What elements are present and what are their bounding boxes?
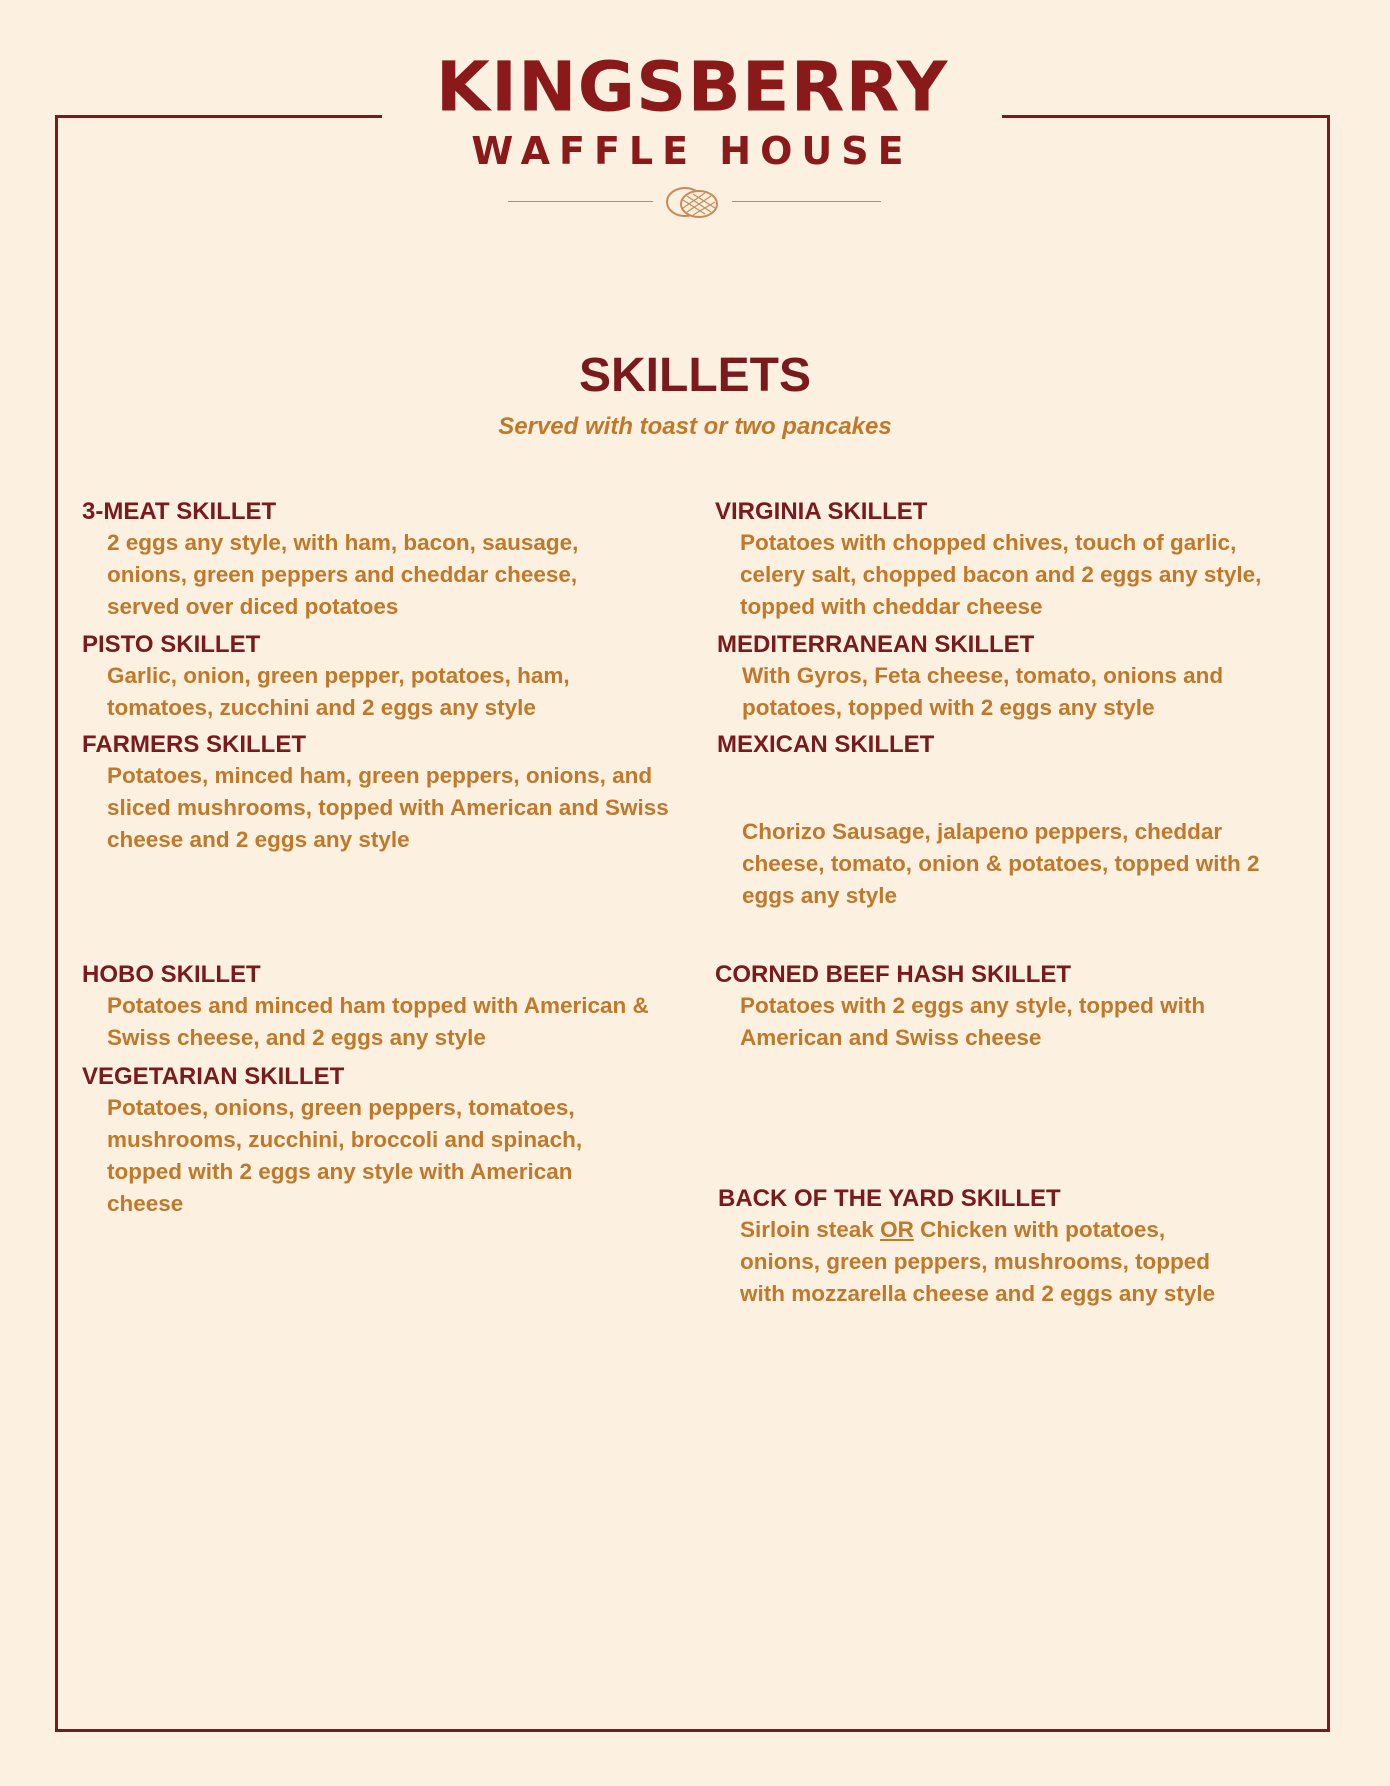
menu-item-3-meat-skillet: [82, 497, 682, 623]
item-name: FARMERS SKILLET: [82, 731, 307, 758]
item-description-part: Sirloin steak: [740, 1217, 881, 1242]
logo-rule-left: [508, 201, 653, 202]
item-name: VEGETARIAN SKILLET: [82, 1063, 345, 1090]
item-description-emphasis: OR: [880, 1217, 914, 1242]
section-title: SKILLETS: [578, 349, 811, 402]
item-description: Garlic, onion, green pepper, potatoes, ham, tomatoes, zucchini and 2 eggs any style: [107, 663, 570, 720]
brand-name: KINGSBERRY: [435, 46, 949, 128]
item-name: VIRGINIA SKILLET: [715, 498, 928, 525]
item-description: With Gyros, Feta cheese, tomato, onions and potatoes, topped with 2 eggs any style: [742, 663, 1224, 720]
menu-item-hobo-skillet: [82, 960, 702, 1054]
item-name: HOBO SKILLET: [82, 961, 261, 988]
item-name: PISTO SKILLET: [82, 631, 261, 658]
item-name: BACK OF THE YARD SKILLET: [718, 1185, 1061, 1212]
item-description: [740, 1214, 1240, 1310]
item-description: Potatoes with chopped chives, touch of garlic, celery salt, chopped bacon and 2 eggs any style, topped with cheddar cheese: [740, 530, 1262, 619]
item-description: Potatoes with 2 eggs any style, topped with American and Swiss cheese: [740, 993, 1206, 1050]
menu-item-virginia-skillet: [715, 497, 1315, 623]
logo: [382, 46, 1002, 174]
item-description: Chorizo Sausage, jalapeno peppers, cheddar cheese, tomato, onion & potatoes, topped with 2 eggs any style: [742, 819, 1260, 908]
item-description: Potatoes, minced ham, green peppers, onions, and sliced mushrooms, topped with American and Swiss cheese and 2 eggs any style: [107, 763, 669, 852]
menu-item-back-of-the-yard-skillet: [718, 1184, 1318, 1310]
brand-subtitle: WAFFLE HOUSE: [471, 129, 913, 173]
section-subtitle: Served with toast or two pancakes: [498, 413, 892, 440]
menu-item-vegetarian-skillet: [82, 1062, 702, 1220]
waffle-icon: [663, 184, 721, 220]
item-name: 3-MEAT SKILLET: [82, 498, 277, 525]
item-description: Potatoes and minced ham topped with American & Swiss cheese, and 2 eggs any style: [107, 993, 649, 1050]
item-description-part: Chicken with potatoes, onions, green peppers, mushrooms, topped with mozzarella cheese and 2 eggs any style: [740, 1217, 1216, 1306]
item-name: MEDITERRANEAN SKILLET: [717, 631, 1035, 658]
item-description: 2 eggs any style, with ham, bacon, sausage, onions, green peppers and cheddar cheese, served over diced potatoes: [107, 530, 579, 619]
menu-item-mediterranean-skillet: [717, 630, 1317, 724]
menu-item-mexican-skillet: [717, 730, 1317, 912]
menu-item-pisto-skillet: [82, 630, 682, 724]
menu-item-farmers-skillet: [82, 730, 702, 856]
menu-item-corned-beef-hash-skillet: [715, 960, 1315, 1054]
logo-rule-right: [732, 201, 881, 202]
item-name: MEXICAN SKILLET: [717, 731, 935, 758]
item-description: Potatoes, onions, green peppers, tomatoes, mushrooms, zucchini, broccoli and spinach, topped with 2 eggs any style with American cheese: [107, 1095, 583, 1216]
item-name: CORNED BEEF HASH SKILLET: [715, 961, 1072, 988]
